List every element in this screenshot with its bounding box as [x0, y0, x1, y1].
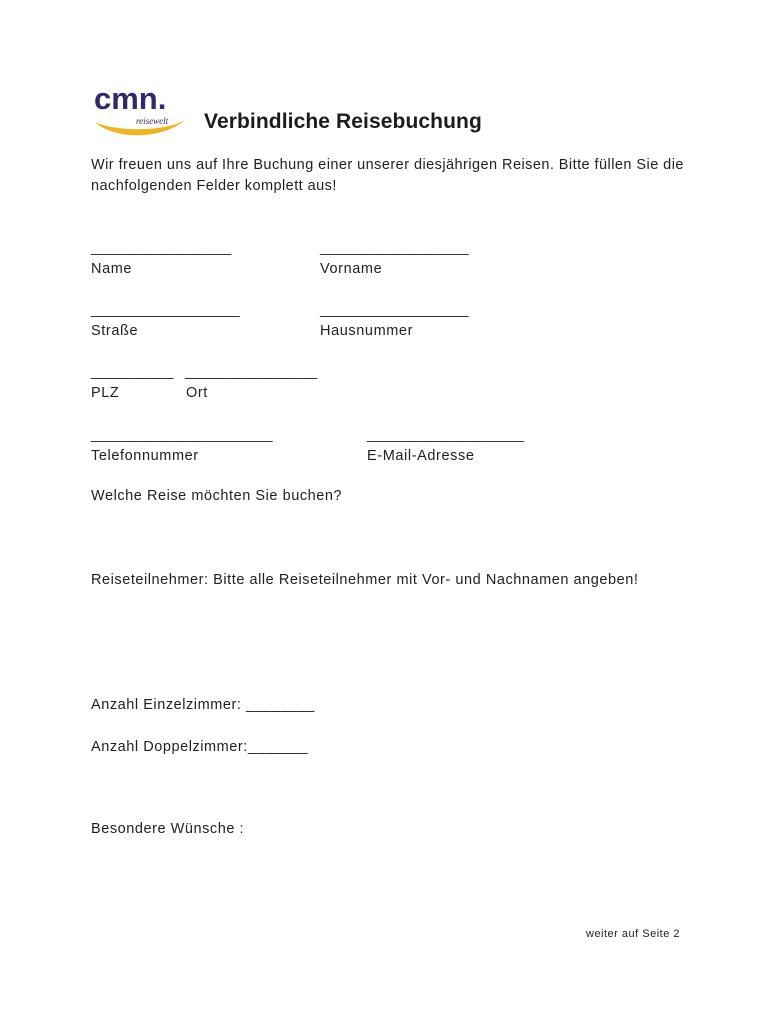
plz-field-line[interactable]: __________ [91, 364, 174, 380]
vorname-field-line[interactable]: __________________ [320, 240, 469, 256]
intro-text: Wir freuen uns auf Ihre Buchung einer unserer diesjährigen Reisen. Bitte füllen Sie die nachfolgenden Felder komplett aus! [91, 157, 684, 194]
plz-label: PLZ [91, 385, 120, 401]
email-label: E-Mail-Adresse [367, 448, 475, 464]
einzelzimmer-field[interactable]: Anzahl Einzelzimmer: ________ [91, 697, 315, 713]
hausnummer-label: Hausnummer [320, 323, 414, 339]
logo-brand-text: cmn. [94, 82, 167, 116]
page-continuation-note: weiter auf Seite 2 [586, 928, 680, 940]
cmn-reisewelt-logo [92, 82, 192, 144]
strasse-field-line[interactable]: __________________ [91, 302, 240, 318]
doppelzimmer-field[interactable]: Anzahl Doppelzimmer:_______ [91, 739, 309, 755]
email-field-line[interactable]: ___________________ [367, 427, 525, 443]
wuensche-label: Besondere Wünsche : [91, 821, 245, 837]
logo-subtitle-text: reisewelt [136, 116, 169, 126]
telefon-field-line[interactable]: ______________________ [91, 427, 273, 443]
telefon-label: Telefonnummer [91, 448, 199, 464]
page-title: Verbindliche Reisebuchung [204, 110, 482, 133]
ort-field-line[interactable]: ________________ [185, 364, 318, 380]
strasse-label: Straße [91, 323, 139, 339]
ort-label: Ort [186, 385, 208, 401]
teilnehmer-question: Reiseteilnehmer: Bitte alle Reiseteilnehmer mit Vor- und Nachnamen angeben! [91, 572, 639, 588]
hausnummer-field-line[interactable]: __________________ [320, 302, 469, 318]
name-field-line[interactable]: _________________ [91, 240, 232, 256]
vorname-label: Vorname [320, 261, 383, 277]
reise-question: Welche Reise möchten Sie buchen? [91, 488, 343, 504]
name-label: Name [91, 261, 133, 277]
